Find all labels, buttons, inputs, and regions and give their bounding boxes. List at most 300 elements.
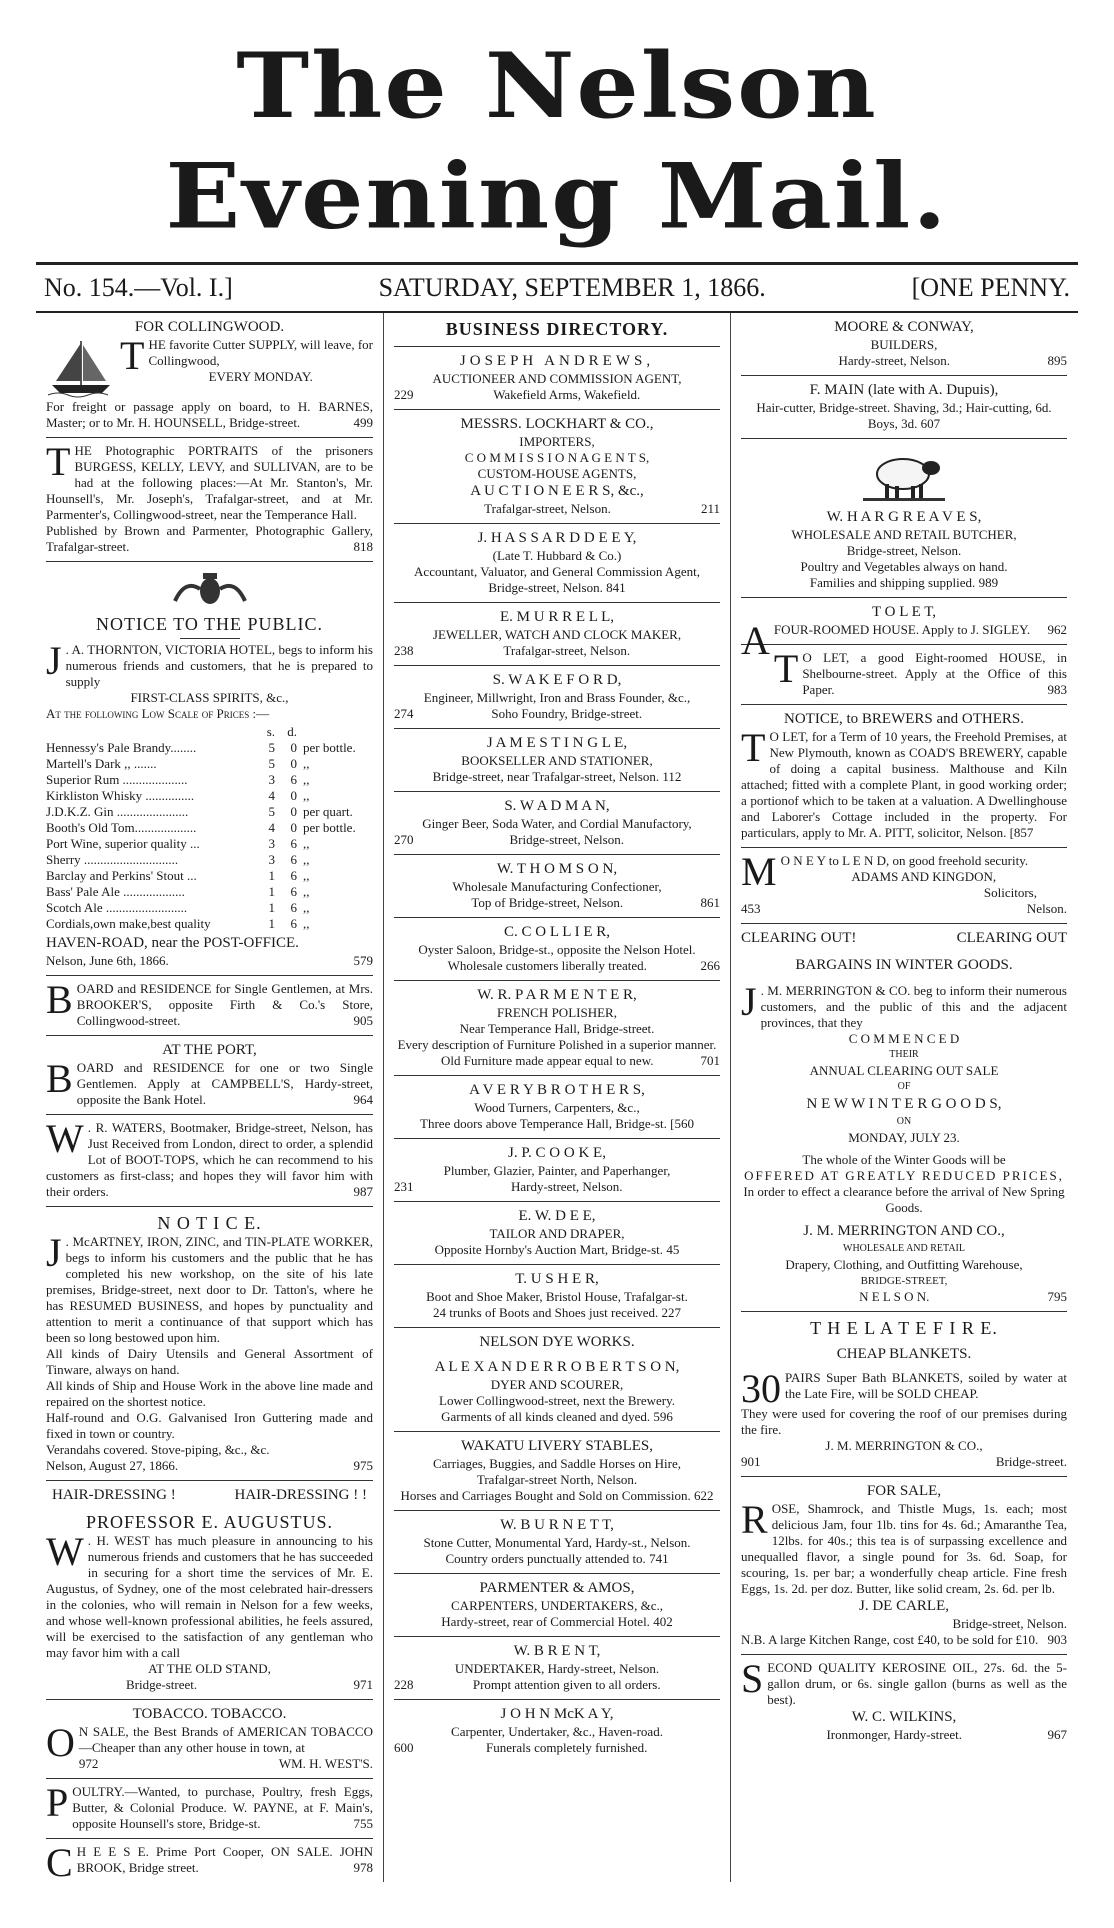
listing-number: 596 [653, 1409, 673, 1424]
listing-name: T. U S H E R, [515, 1271, 599, 1287]
listing-number: 231 [394, 1179, 414, 1194]
drop-cap: J [741, 979, 757, 1024]
ad-para: Half-round and O.G. Galvanised Iron Guttering made and fixed in town or country. [46, 1410, 373, 1441]
listing-name: E. W. D E E, [518, 1208, 596, 1224]
ad-body: O N E Y to L E N D, on good freehold security. [780, 853, 1029, 868]
price-item: Hennessy's Pale Brandy........ [46, 740, 197, 755]
price-s: 3 [268, 772, 275, 787]
listing-name: S. W A K E F O R D, [492, 672, 622, 688]
listing-dee [394, 1202, 720, 1265]
listing-line: Carpenter, Undertaker, &c., Haven-road. [451, 1724, 663, 1739]
price-d: 6 [290, 916, 297, 931]
listing-line: Oyster Saloon, Bridge-st., opposite the Nelson Hotel. [418, 942, 696, 957]
ad-number: 987 [353, 1184, 373, 1199]
ship-icon [46, 337, 116, 399]
drop-cap: B [46, 1056, 73, 1101]
drop-cap: T [46, 439, 71, 484]
listing-number: [560 [670, 1116, 694, 1131]
drop-cap: O [46, 1720, 75, 1765]
listing-line: Trafalgar-street, Nelson. [503, 643, 631, 658]
listing-name: WAKATU LIVERY STABLES, [461, 1438, 653, 1454]
ad-heading: HAIR-DRESSING ! [52, 1487, 176, 1503]
ad-para: They were used for covering the roof of our premises during the fire. [741, 1406, 1067, 1437]
listing-line: Lower Collingwood-street, next the Brewery. [439, 1393, 675, 1408]
listing-name: J O H N McK A Y, [500, 1706, 614, 1722]
listing-name: J A M E S T I N G L E, [486, 735, 628, 751]
ad-name: J. DE CARLE, [859, 1598, 949, 1614]
listing-name: J. P. C O O K E, [508, 1145, 606, 1161]
listing-line: Prompt attention given to all orders. [472, 1677, 661, 1692]
ad-name: WM. H. WEST'S. [278, 1756, 373, 1771]
price-item: Martell's Dark ,, ....... [46, 756, 157, 771]
listing-burnett [394, 1511, 720, 1574]
listing-line: (Late T. Hubbard & Co.) [492, 548, 622, 563]
ad-para: N.B. A large Kitchen Range, cost £40, to be sold for £10. [741, 1632, 1039, 1647]
drop-cap: A [741, 618, 770, 663]
ad-para: Verandahs covered. Stove-piping, &c., &c. [46, 1442, 270, 1457]
price-row [46, 900, 373, 916]
ad-title: Solicitors, [983, 885, 1037, 900]
listing-line: Hardy-street, rear of Commercial Hotel. [441, 1614, 650, 1629]
drop-cap: W [46, 1116, 84, 1161]
price-unit: ,, [303, 916, 310, 931]
issue-date: SATURDAY, SEPTEMBER 1, 1866. [378, 273, 766, 302]
ad-tobacco [46, 1700, 373, 1779]
listing-name: W. B U R N E T T, [500, 1517, 614, 1533]
price-scale: At the following Low Scale of Prices :— [46, 706, 270, 721]
listing-wakeford [394, 666, 720, 729]
issue-number: No. 154.—Vol. I.] [44, 273, 233, 302]
ad-poultry [46, 1779, 373, 1839]
ad-firm: J. M. MERRINGTON AND CO., [803, 1223, 1005, 1239]
listing-line: Every description of Furniture Polished in a superior manner. [397, 1037, 717, 1052]
drop-cap: W [46, 1529, 84, 1574]
divider [180, 638, 240, 639]
ad-heading: T H E L A T E F I R E. [810, 1318, 998, 1338]
listing-line: DYER AND SCOURER, [490, 1377, 624, 1392]
drop-cap: T [120, 333, 145, 378]
listing-number: 402 [653, 1614, 673, 1629]
ad-body: . H. WEST has much pleasure in announcing to his numerous friends and customers that he has succeeded in securing for a short time the services of Mr. E. Augustus, of Sydney, one of the most celebrated hair-dressers in the colonies, who will remain in Nelson for a few weeks, and whose well-known professional abilities, he feels assured, will be exercised to the satisfaction of any gentleman who may favor him with a call [46, 1533, 373, 1660]
listing-heading: NELSON DYE WORKS. [479, 1334, 635, 1350]
ad-body: O LET, for a Term of 10 years, the Freehold Premises, at New Plymouth, known as COAD'S BREWERY, capable of doing a capital business. Malthouse and Kiln attached; fitted with a complete Plant, in good working order; a portionof which to be taken at a valuation. A Dwellinghouse and Laborer's Cottage included in the property. For particulars, apply to Mr. A. PITT, solicitor, Nelson. [741, 729, 1067, 840]
listing-line: Families and shipping supplied. [809, 575, 976, 590]
ad-body: ECOND QUALITY KEROSINE OIL, 27s. 6d. the 5-gallon drum, or 6s. single gallon (burns as well as the best). [767, 1660, 1067, 1707]
ad-photographs [46, 438, 373, 562]
ad-body: HE favorite Cutter SUPPLY, will leave, for Collingwood, [148, 337, 373, 368]
listing-wadman [394, 792, 720, 855]
price-unit: ,, [303, 756, 310, 771]
ad-body: OARD and RESIDENCE for one or two Single Gentlemen. Apply at CAMPBELL'S, Hardy-street, opposite the Bank Hotel. [76, 1060, 373, 1107]
ad-date: Nelson, August 27, 1866. [46, 1458, 179, 1473]
price-s: 1 [268, 884, 275, 899]
listing-number: 622 [694, 1488, 714, 1503]
ad-board-port [46, 1036, 373, 1115]
listing-deey [394, 524, 720, 603]
ad-heading: TOBACCO. TOBACCO. [132, 1706, 287, 1722]
listing-name: E. M U R R E L L, [499, 609, 615, 625]
ad-date: Nelson, June 6th, 1866. [46, 953, 169, 968]
price-unit: ,, [303, 788, 310, 803]
ad-to-let-shelbourne [741, 645, 1067, 705]
listing-lockhart [394, 410, 720, 524]
listing-line: Three doors above Temperance Hall, Bridge-st. [420, 1116, 667, 1131]
listing-line: A U C T I O N E E R S, &c., [470, 483, 644, 499]
listing-line: Plumber, Glazier, Painter, and Paperhanger, [443, 1163, 671, 1178]
price-unit: ,, [303, 772, 310, 787]
ad-line: N E W W I N T E R G O O D S, [806, 1096, 1002, 1112]
price-s: 3 [268, 852, 275, 867]
ad-subheading: CHEAP BLANKETS. [836, 1346, 972, 1362]
ad-number: 975 [353, 1458, 373, 1473]
listing-mckay [394, 1700, 720, 1762]
ad-number: 962 [1047, 622, 1067, 637]
ad-number: 971 [353, 1677, 373, 1692]
ad-mcartney [46, 1207, 373, 1481]
listing-line: CUSTOM-HOUSE AGENTS, [477, 466, 637, 481]
listing-tingle [394, 729, 720, 792]
listing-number: 227 [661, 1305, 682, 1320]
listing-line: JEWELLER, WATCH AND CLOCK MAKER, [432, 627, 682, 642]
ad-line: MONDAY, JULY 23. [848, 1130, 960, 1145]
price-shillings-header: s. [266, 724, 275, 739]
listing-number: 607 [920, 416, 941, 431]
listing-number: 274 [394, 706, 414, 721]
ad-street: Bridge-street. [126, 1677, 198, 1692]
listing-line: Trafalgar-street, Nelson. [484, 501, 611, 516]
masthead-title: The Nelson Evening Mail. [165, 33, 949, 250]
ad-heading: FOR SALE, [866, 1483, 942, 1499]
listing-line: Opposite Hornby's Auction Mart, Bridge-st. [434, 1242, 664, 1257]
drop-cap: T [741, 725, 766, 770]
ad-number: 795 [1047, 1289, 1067, 1304]
listing-name: C. C O L L I E R, [504, 924, 610, 940]
price-s: 4 [268, 788, 275, 803]
directory-heading [394, 313, 720, 347]
ad-number: 967 [1047, 1727, 1067, 1742]
listing-line: Carriages, Buggies, and Saddle Horses on Hire, [432, 1456, 682, 1471]
ad-address: HAVEN-ROAD, near the POST-OFFICE. [46, 935, 299, 951]
ad-body: FOUR-ROOMED HOUSE. Apply to J. SIGLEY. [773, 622, 1031, 637]
listing-line: Wholesale customers liberally treated. [447, 958, 647, 973]
price-unit: per quart. [303, 804, 353, 819]
drop-cap: J [46, 1230, 62, 1275]
ad-thornton [46, 562, 373, 976]
price-unit: ,, [303, 900, 310, 915]
ad-firm: J. M. MERRINGTON & CO., [825, 1438, 983, 1453]
ad-number: 903 [1047, 1632, 1067, 1647]
price-row [46, 836, 373, 852]
ad-cheese [46, 1839, 373, 1882]
ad-line: THEIR [889, 1049, 919, 1060]
listing-main [741, 376, 1067, 439]
listing-line: C O M M I S S I O N A G E N T S, [464, 450, 650, 465]
price-pence-header: d. [287, 724, 297, 739]
listing-line: Bridge-street, near Trafalgar-street, Nelson. [432, 769, 660, 784]
listing-line: Top of Bridge-street, Nelson. [471, 895, 624, 910]
price-item: Port Wine, superior quality ... [46, 836, 200, 851]
price-list [46, 724, 373, 932]
price-s: 5 [268, 740, 275, 755]
listing-line: 24 trunks of Boots and Shoes just received. [432, 1305, 659, 1320]
listing-name: JOSEPH ANDREWS, [459, 353, 655, 369]
ad-number: 901 [741, 1454, 761, 1469]
listing-line: BOOKSELLER AND STATIONER, [461, 753, 653, 768]
listing-cooke [394, 1139, 720, 1202]
price-d: 0 [290, 820, 297, 835]
royal-crest-icon [165, 571, 255, 609]
listing-number: 600 [394, 1740, 414, 1755]
listing-line: Hardy-street, Nelson. [510, 1179, 623, 1194]
listing-line: Stone Cutter, Monumental Yard, Hardy-st., Nelson. [423, 1535, 691, 1550]
ad-for-sale [741, 1477, 1067, 1655]
listing-line: Garments of all kinds cleaned and dyed. [441, 1409, 651, 1424]
price-d: 6 [290, 836, 297, 851]
price-d: 0 [290, 740, 297, 755]
drop-cap: 30 [741, 1366, 781, 1411]
listing-line: Bridge-street, Nelson. [846, 543, 962, 558]
listing-moore-conway [741, 313, 1067, 376]
ad-late-fire [741, 1312, 1067, 1477]
ad-street: Bridge-street, Nelson. [952, 1616, 1067, 1631]
ad-heading: FOR COLLINGWOOD. [134, 319, 285, 335]
listing-line: FRENCH POLISHER, [497, 1005, 617, 1020]
column-1 [36, 313, 383, 1882]
listing-line: Hardy-street, Nelson. [838, 353, 951, 368]
ad-para: All kinds of Ship and House Work in the above line made and repaired on the shortest notice. [46, 1378, 373, 1409]
ad-heading: AT THE PORT, [162, 1042, 257, 1058]
listing-line: Ginger Beer, Soda Water, and Cordial Manufactory, [422, 816, 692, 831]
drop-cap: T [773, 646, 799, 691]
price-d: 0 [290, 788, 297, 803]
listing-parmenter-amos [394, 1574, 720, 1637]
ad-stand: AT THE OLD STAND, [148, 1661, 271, 1676]
listing-murrell [394, 603, 720, 666]
listing-collier [394, 918, 720, 981]
ad-heading: CLEARING OUT [956, 930, 1067, 946]
listing-line: CARPENTERS, UNDERTAKERS, &c., [451, 1598, 663, 1613]
ad-street: Bridge-street. [995, 1454, 1067, 1469]
drop-cap: R [741, 1497, 768, 1542]
price-row [46, 852, 373, 868]
ad-subheading: PROFESSOR E. AUGUSTUS. [85, 1512, 334, 1532]
ad-number: 905 [353, 1013, 373, 1028]
listing-number: 895 [1047, 353, 1067, 368]
ad-name: W. C. WILKINS, [851, 1709, 957, 1725]
listing-number: 238 [394, 643, 414, 658]
listing-line: Boot and Shoe Maker, Bristol House, Trafalgar-st. [426, 1289, 688, 1304]
price-unit: per bottle. [303, 740, 356, 755]
ad-line: ON [896, 1116, 912, 1127]
ad-body: HE Photographic PORTRAITS of the prisoners BURGESS, KELLY, LEVY, and SULLIVAN, are to be had at the following places:—At Mr. Stanton's, Mr. Hounsell's, Mr. Joseph's, Trafalgar-street, and at Mr. Parmenter's, Collingwood-street, near the Temperance Hall. [46, 443, 373, 522]
price-item: Scotch Ale ......................... [46, 900, 188, 915]
price-unit: ,, [303, 852, 310, 867]
ad-body: OARD and RESIDENCE for Single Gentlemen, at Mrs. BROOKER'S, opposite Firth & Co.'s Store, Collingwood-street. [76, 981, 373, 1028]
listing-number: 741 [649, 1551, 669, 1566]
price-row [46, 788, 373, 804]
listing-number: 841 [606, 580, 626, 595]
listing-line: Near Temperance Hall, Bridge-street. [459, 1021, 655, 1036]
listing-parmenter [394, 981, 720, 1076]
listing-line: Horses and Carriages Bought and Sold on Commission. [400, 1488, 691, 1503]
drop-cap: C [46, 1840, 73, 1882]
drop-cap: S [741, 1656, 764, 1701]
ad-town: N E L S O N. [859, 1289, 930, 1304]
drop-cap: B [46, 977, 73, 1022]
price-d: 6 [290, 868, 297, 883]
listing-line: UNDERTAKER, Hardy-street, Nelson. [454, 1661, 660, 1676]
ad-body: . M. MERRINGTON & CO. beg to inform their numerous customers, and the public of this and the adjacent provinces, that they [760, 983, 1067, 1030]
ad-number: 499 [353, 415, 373, 430]
sheep-icon [859, 448, 949, 504]
listing-name: MESSRS. LOCKHART & CO., [460, 416, 654, 432]
ad-kerosine [741, 1655, 1067, 1749]
listing-line: Hair-cutter, Bridge-street. Shaving, 3d.; Hair-cutting, 6d. Boys, 3d. [756, 400, 1052, 431]
section-heading: BUSINESS DIRECTORY. [445, 319, 669, 339]
listing-dye-works [394, 1328, 720, 1432]
price-d: 6 [290, 884, 297, 899]
listing-name: J. H A S S A R D D E E Y, [477, 530, 637, 546]
ad-number: 978 [353, 1860, 373, 1875]
ad-line: WHOLESALE AND RETAIL [843, 1243, 965, 1254]
listing-line: Trafalgar-street North, Nelson. [476, 1472, 638, 1487]
ad-heading: CLEARING OUT! [741, 930, 857, 946]
price-unit: per bottle. [303, 820, 356, 835]
listing-number: 270 [394, 832, 414, 847]
listing-name: F. MAIN (late with A. Dupuis), [809, 382, 999, 398]
ad-line: In order to effect a clearance before the arrival of New Spring Goods. [743, 1184, 1065, 1215]
listing-number: 228 [394, 1677, 414, 1692]
listing-line: IMPORTERS, [519, 434, 595, 449]
listing-line: Bridge-street, Nelson. [509, 832, 624, 847]
ad-foot: Published by Brown and Parmenter, Photographic Gallery, Trafalgar-street. [46, 523, 373, 554]
price-d: 0 [290, 804, 297, 819]
listing-line: Funerals completely furnished. [486, 1740, 648, 1755]
issue-price: [ONE PENNY. [911, 273, 1070, 302]
listing-line: Accountant, Valuator, and General Commission Agent, Bridge-street, Nelson. [414, 564, 700, 595]
columns [36, 311, 1078, 1882]
ad-hairdressing [46, 1481, 373, 1700]
listing-name: W. H A R G R E A V E S, [826, 509, 982, 525]
listing-line: Country orders punctually attended to. [445, 1551, 646, 1566]
listing-line: Old Furniture made appear equal to new. [440, 1053, 654, 1068]
ad-subheading: FIRST-CLASS SPIRITS, &c., [130, 690, 289, 705]
ad-foot: For freight or passage apply on board, to H. BARNES, Master; or to Mr. H. HOUNSELL, Bridge-street. [46, 399, 373, 430]
listing-brent [394, 1637, 720, 1700]
price-unit: ,, [303, 836, 310, 851]
ad-line: OFFERED AT GREATLY REDUCED PRICES, [744, 1168, 1064, 1183]
listing-line: AUCTIONEER AND COMMISSION AGENT, [432, 371, 682, 386]
price-header [46, 724, 373, 740]
price-row [46, 756, 373, 772]
drop-cap: J [46, 638, 62, 683]
listing-line: TAILOR AND DRAPER, [489, 1226, 625, 1241]
listing-name: A L E X A N D E R R O B E R T S O N, [434, 1359, 680, 1375]
price-d: 6 [290, 900, 297, 915]
ad-money-to-lend [741, 848, 1067, 924]
ad-body: N SALE, the Best Brands of AMERICAN TOBACCO—Cheaper than any other house in town, at [78, 1724, 373, 1755]
price-item: Barclay and Perkins' Stout ... [46, 868, 197, 883]
ad-line: Drapery, Clothing, and Outfitting Warehouse, [785, 1257, 1023, 1272]
listing-hargreaves [741, 439, 1067, 598]
ad-number: 964 [353, 1092, 373, 1107]
listing-name: W. B R E N T, [513, 1643, 601, 1659]
ad-board-brooker [46, 976, 373, 1036]
price-item: Kirkliston Whisky ............... [46, 788, 195, 803]
ad-body: O LET, a good Eight-roomed HOUSE, in Shelbourne-street. Apply at the Office of this Paper. [802, 650, 1067, 697]
ad-town: Nelson. [1026, 901, 1067, 916]
price-s: 1 [268, 916, 275, 931]
listing-wakatu [394, 1432, 720, 1511]
ad-trade: Ironmonger, Hardy-street. [826, 1727, 963, 1742]
price-row [46, 868, 373, 884]
price-item: Cordials,own make,best quality [46, 916, 211, 931]
price-item: J.D.K.Z. Gin ...................... [46, 804, 189, 819]
ad-body: OULTRY.—Wanted, to purchase, Poultry, fresh Eggs, Butter, & Colonial Produce. W. PAYNE, at F. Main's, opposite Hounsell's store, Bridge-st. [72, 1784, 373, 1831]
listing-line: Poultry and Vegetables always on hand. [800, 559, 1008, 574]
listing-number: 266 [700, 958, 720, 973]
ad-firm: ADAMS AND KINGDON, [851, 869, 997, 884]
listing-line: BUILDERS, [870, 337, 938, 352]
ad-heading: NOTICE TO THE PUBLIC. [95, 614, 323, 634]
price-item: Booth's Old Tom................... [46, 820, 197, 835]
price-row [46, 740, 373, 756]
ad-body: . McARTNEY, IRON, ZINC, and TIN-PLATE WORKER, begs to inform his customers and the public that he has completed his new workshop, on the site of his late premises, Bridge-street, next door to Dr. Tatton's, where he has RESUMED BUSINESS, and hopes by punctuality and attention to merit a continuance of that support which has been so long bestowed upon him. [46, 1234, 373, 1345]
price-d: 0 [290, 756, 297, 771]
ad-para: All kinds of Dairy Utensils and General Assortment of Tinware, always on hand. [46, 1346, 373, 1377]
listing-name: MOORE & CONWAY, [834, 319, 974, 335]
ad-body: . R. WATERS, Bootmaker, Bridge-street, Nelson, has Just Received from London, direct to order, a splendid Lot of BOOT-TOPS, which he can recommend to his customers as first-class; and hopes they will favor him with their orders. [46, 1120, 373, 1199]
column-2 [383, 313, 730, 1882]
price-s: 5 [268, 804, 275, 819]
ad-line: The whole of the Winter Goods will be [802, 1152, 1006, 1167]
ad-number: [857 [1009, 825, 1034, 840]
ad-line: ANNUAL CLEARING OUT SALE [809, 1063, 999, 1078]
ad-number: 453 [741, 901, 761, 916]
listing-number: 989 [978, 575, 999, 590]
price-s: 1 [268, 900, 275, 915]
listing-name: W. T H O M S O N, [496, 861, 618, 877]
listing-andrews [394, 347, 720, 410]
listing-line: Wakefield Arms, Wakefield. [493, 387, 641, 402]
ad-heading: HAIR-DRESSING ! ! [234, 1487, 367, 1503]
price-row [46, 884, 373, 900]
price-unit: ,, [303, 868, 310, 883]
price-row [46, 820, 373, 836]
price-d: 6 [290, 852, 297, 867]
ad-heading: T O L E T, [871, 604, 937, 620]
price-d: 6 [290, 772, 297, 787]
listing-name: A V E R Y B R O T H E R S, [469, 1082, 645, 1098]
drop-cap: M [741, 849, 777, 894]
price-s: 5 [268, 756, 275, 771]
price-item: Superior Rum .................... [46, 772, 188, 787]
listing-line: Wholesale Manufacturing Confectioner, [452, 879, 662, 894]
ad-brewers [741, 705, 1067, 848]
price-row [46, 772, 373, 788]
ad-number: 818 [353, 539, 373, 554]
price-unit: ,, [303, 884, 310, 899]
ad-line: BRIDGE-STREET, [860, 1275, 948, 1287]
price-s: 4 [268, 820, 275, 835]
ad-heading: N O T I C E. [157, 1213, 262, 1233]
ad-number: 579 [353, 953, 373, 968]
drop-cap: P [46, 1780, 69, 1825]
listing-line: Wood Turners, Carpenters, &c., [474, 1100, 640, 1115]
ad-line: OF [897, 1081, 911, 1092]
ad-day: EVERY MONDAY. [208, 369, 313, 384]
ad-waters [46, 1115, 373, 1207]
